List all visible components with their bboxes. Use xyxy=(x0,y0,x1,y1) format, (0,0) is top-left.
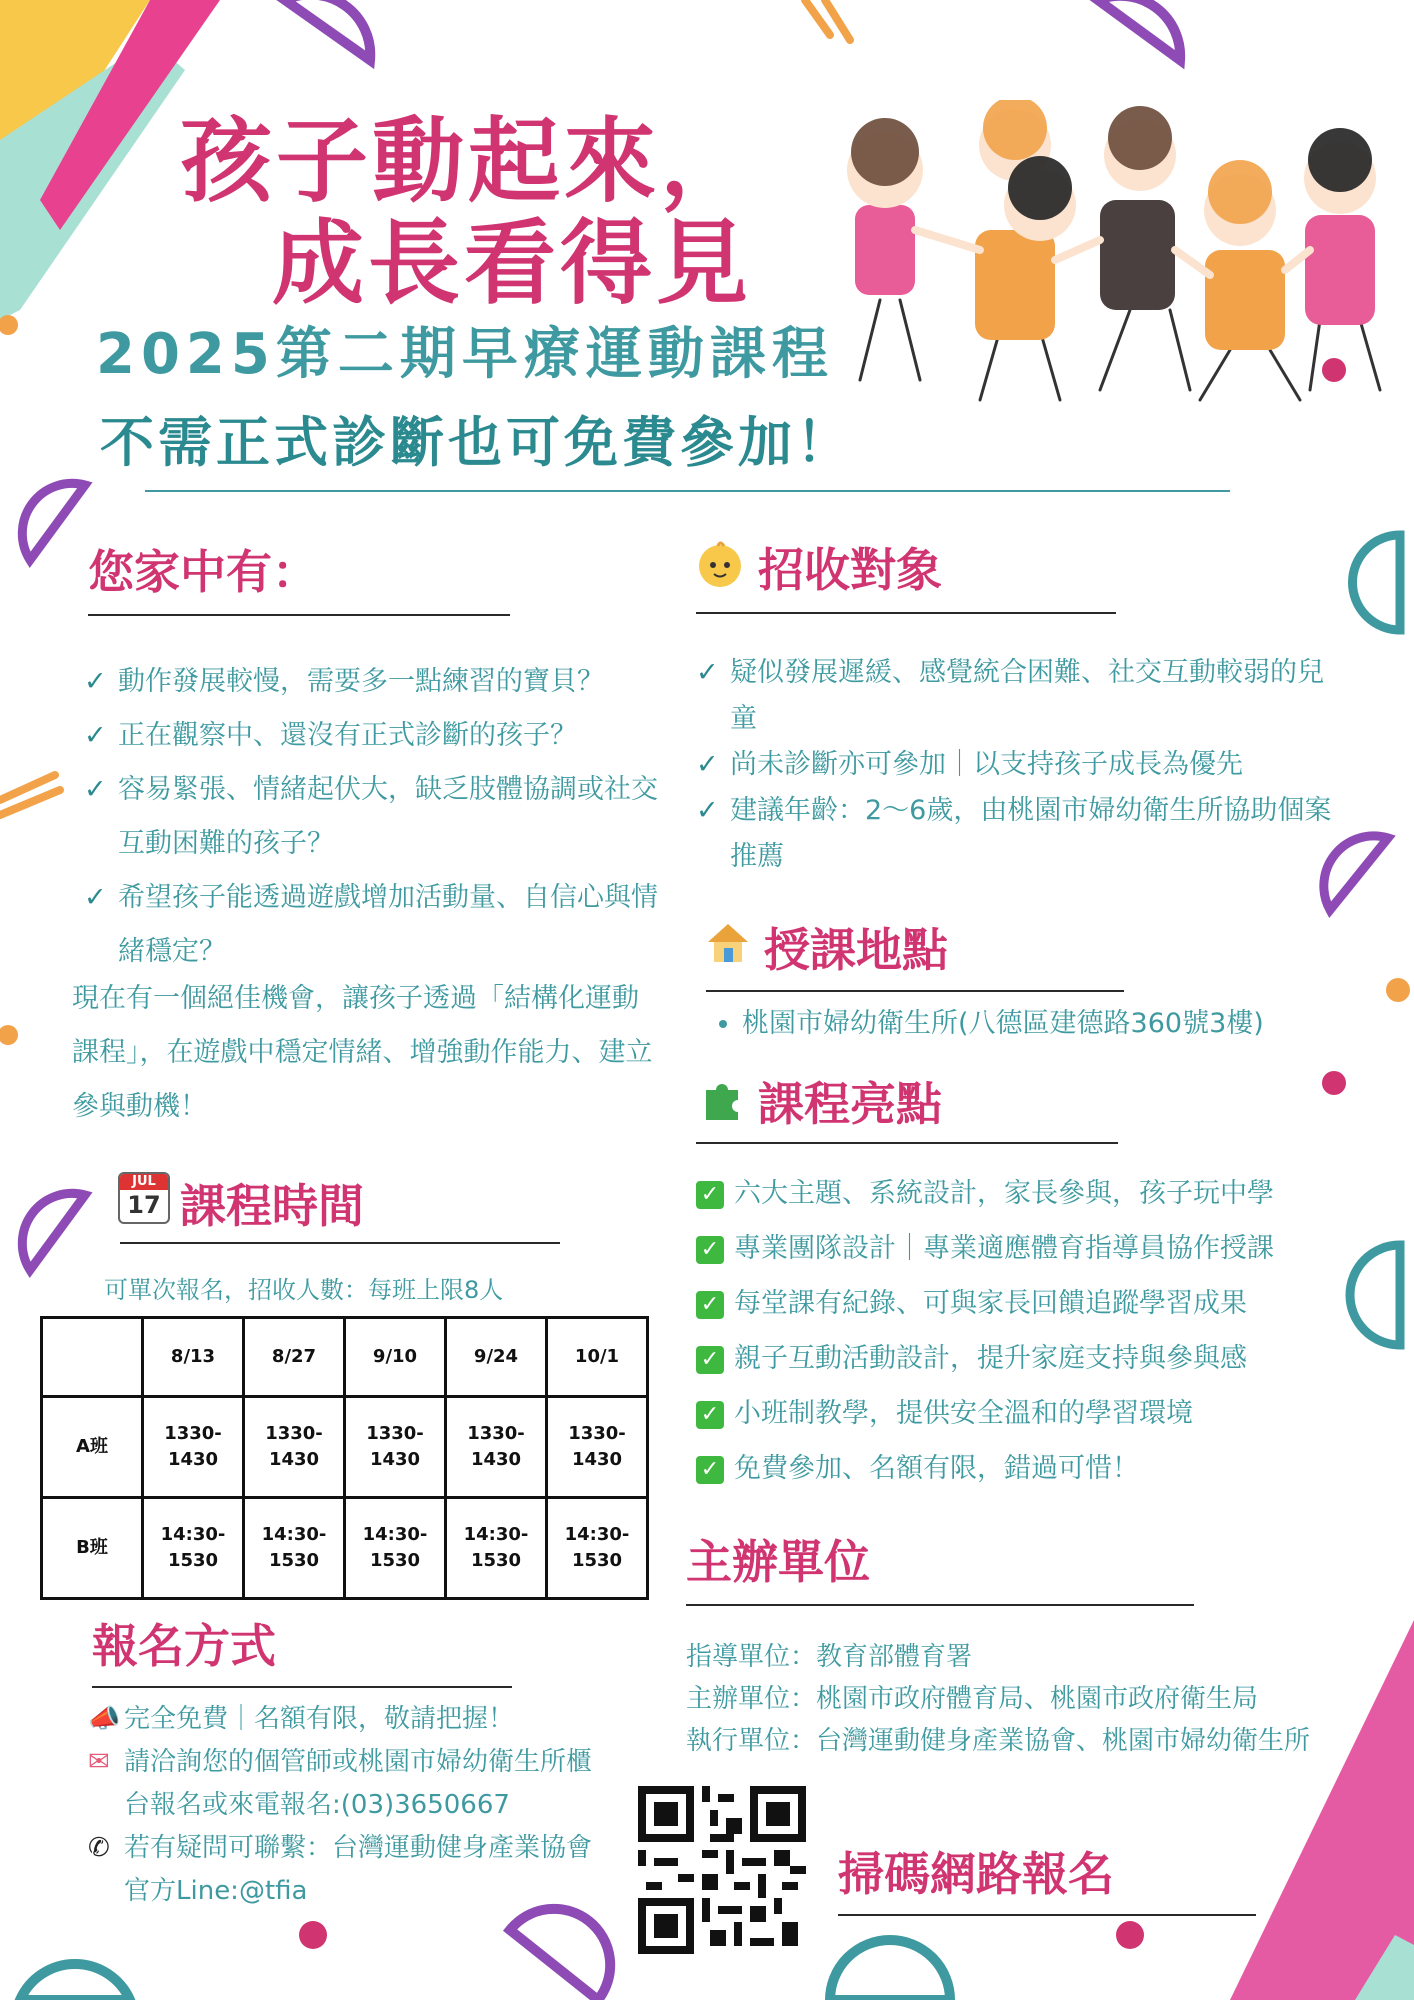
targets-heading: 招收對象 xyxy=(758,543,942,597)
location-list xyxy=(712,1000,1264,1048)
organizers-heading-underline xyxy=(686,1604,1194,1606)
list-item: ✉ 請洽詢您的個管師或桃園市婦幼衛生所櫃台報名或來電報名:(03)3650667 xyxy=(88,1741,608,1827)
check-icon: ✓ xyxy=(696,1291,724,1319)
list-item: ✓ 小班制教學，提供安全溫和的學習環境 xyxy=(696,1386,1396,1441)
list-item: • 桃園市婦幼衛生所(八德區建德路360號3樓) xyxy=(742,1000,1264,1048)
organizers-heading: 主辦單位 xyxy=(686,1535,870,1589)
table-header-cell: 8/27 xyxy=(244,1318,345,1397)
calendar-day: 17 xyxy=(127,1191,161,1219)
family-paragraph: 現在有一個絕佳機會，讓孩子透過「結構化運動課程」，在遊戲中穩定情緒、增強動作能力、建立參與動機！ xyxy=(72,983,653,1122)
table-cell: 14:30- 1530 xyxy=(244,1498,345,1599)
qr-label: 掃碼網路報名 xyxy=(838,1847,1114,1901)
register-heading-underline xyxy=(92,1686,512,1688)
highlights-list xyxy=(696,1166,1396,1496)
list-item: 📣 完全免費｜名額有限，敬請把握！ xyxy=(88,1698,608,1741)
table-row xyxy=(42,1498,648,1599)
list-item: ✓ 每堂課有紀錄、可與家長回饋追蹤學習成果 xyxy=(696,1276,1396,1331)
table-header-cell: 8/13 xyxy=(143,1318,244,1397)
table-cell: 1330- 1430 xyxy=(244,1397,345,1498)
calendar-icon xyxy=(118,1172,168,1222)
main-title-line2: 成長看得見 xyxy=(272,210,753,317)
subtitle-line2: 不需正式診斷也可免費參加！ xyxy=(100,411,854,474)
table-cell: 1330- 1430 xyxy=(547,1397,648,1498)
teal-halfcircle-shape xyxy=(20,1964,130,2000)
check-icon: ✓ xyxy=(696,1181,724,1209)
main-title-line1: 孩子動起來， xyxy=(180,108,757,215)
list-item: ✓ 尚未診斷亦可參加｜以支持孩子成長為優先 xyxy=(696,742,1346,788)
organizers-list xyxy=(686,1636,1316,1762)
check-icon: ✓ xyxy=(696,1401,724,1429)
check-icon: ✓ xyxy=(696,1456,724,1484)
schedule-table xyxy=(40,1316,649,1600)
family-heading-underline xyxy=(88,614,510,616)
house-icon xyxy=(706,920,750,968)
list-item: ✓ 希望孩子能透過遊戲增加活動量、自信心與情緒穩定？ xyxy=(84,871,664,979)
schedule-note: 可單次報名，招收人數：每班上限8人 xyxy=(104,1276,504,1304)
list-item: ✓ 親子互動活動設計，提升家庭支持與參與感 xyxy=(696,1331,1396,1386)
list-item: ✓ 動作發展較慢，需要多一點練習的寶貝？ xyxy=(84,655,664,709)
list-item: ✓ 容易緊張、情緒起伏大，缺乏肢體協調或社交互動困難的孩子？ xyxy=(84,763,664,871)
dot-shape xyxy=(0,315,18,335)
table-row xyxy=(42,1318,648,1397)
family-heading: 您家中有： xyxy=(88,545,318,599)
calendar-month: JUL xyxy=(120,1174,168,1190)
schedule-heading: 課程時間 xyxy=(180,1179,364,1233)
table-cell: 1330- 1430 xyxy=(446,1397,547,1498)
puzzle-icon xyxy=(698,1074,746,1126)
family-list xyxy=(84,655,664,979)
organizer-line: 執行單位：台灣運動健身產業協會、桃園市婦幼衛生所 xyxy=(686,1726,1311,1756)
check-icon: ✓ xyxy=(696,657,719,688)
table-corner-cell xyxy=(42,1318,143,1397)
phone-icon: ✆ xyxy=(88,1833,110,1863)
check-icon: ✓ xyxy=(84,774,107,805)
list-item: ✓ 免費參加、名額有限，錯過可惜！ xyxy=(696,1441,1396,1496)
table-cell: 1330- 1430 xyxy=(345,1397,446,1498)
check-icon: ✓ xyxy=(696,1346,724,1374)
list-item: ✓ 建議年齡：2〜6歲，由桃園市婦幼衛生所協助個案推薦 xyxy=(696,788,1346,880)
schedule-heading-underline xyxy=(120,1242,560,1244)
baby-icon xyxy=(696,540,744,592)
subtitle-line1: 2025第二期早療運動課程 xyxy=(96,322,834,387)
list-item: ✓ 六大主題、系統設計，家長參與，孩子玩中學 xyxy=(696,1166,1396,1221)
purple-halfcircle-shape xyxy=(285,0,370,60)
dot-shape xyxy=(1116,1921,1144,1949)
header-divider xyxy=(145,490,1230,492)
dot-shape xyxy=(1386,978,1410,1002)
dot-shape xyxy=(1322,1071,1346,1095)
purple-halfcircle-shape xyxy=(22,483,85,560)
purple-halfcircle-shape xyxy=(1098,0,1180,60)
table-cell: 14:30- 1530 xyxy=(547,1498,648,1599)
organizer-line: 指導單位：教育部體育署 xyxy=(686,1642,973,1672)
targets-heading-underline xyxy=(696,612,1116,614)
list-item: ✓ 正在觀察中、還沒有正式診斷的孩子？ xyxy=(84,709,664,763)
qr-label-underline xyxy=(838,1914,1256,1916)
table-cell: 1330- 1430 xyxy=(143,1397,244,1498)
teal-halfcircle-shape xyxy=(1353,535,1400,630)
highlights-heading: 課程亮點 xyxy=(758,1077,942,1131)
row-label-cell: B班 xyxy=(42,1498,143,1599)
row-label-cell: A班 xyxy=(42,1397,143,1498)
table-header-cell: 10/1 xyxy=(547,1318,648,1397)
list-item: ✓ 疑似發展遲緩、感覺統合困難、社交互動較弱的兒童 xyxy=(696,650,1346,742)
check-icon: ✓ xyxy=(696,1236,724,1264)
highlights-heading-underline xyxy=(696,1142,1118,1144)
table-header-cell: 9/24 xyxy=(446,1318,547,1397)
organizer-line: 主辦單位：桃園市政府體育局、桃園市政府衛生局 xyxy=(686,1684,1259,1714)
qr-code[interactable] xyxy=(638,1786,806,1954)
dot-shape xyxy=(0,1025,18,1045)
check-icon: ✓ xyxy=(696,749,719,780)
check-icon: ✓ xyxy=(84,666,107,697)
check-icon: ✓ xyxy=(84,882,107,913)
register-list xyxy=(88,1698,608,1913)
envelope-icon: ✉ xyxy=(88,1747,110,1777)
purple-halfcircle-shape xyxy=(22,1193,85,1270)
table-row xyxy=(42,1397,648,1498)
table-cell: 14:30- 1530 xyxy=(446,1498,547,1599)
list-item: ✆ 若有疑問可聯繫：台灣運動健身產業協會官方Line:@tfia xyxy=(88,1827,608,1913)
check-icon: ✓ xyxy=(696,795,719,826)
purple-halfcircle-shape xyxy=(510,1909,610,2000)
teal-halfcircle-shape xyxy=(830,1940,950,2000)
children-dancing-illustration xyxy=(800,100,1400,410)
dot-shape xyxy=(299,1921,327,1949)
location-heading-underline xyxy=(706,990,1124,992)
check-icon: ✓ xyxy=(84,720,107,751)
targets-list xyxy=(696,650,1346,880)
table-header-cell: 9/10 xyxy=(345,1318,446,1397)
register-heading: 報名方式 xyxy=(92,1619,276,1673)
location-heading: 授課地點 xyxy=(764,923,948,977)
table-cell: 14:30- 1530 xyxy=(143,1498,244,1599)
megaphone-icon: 📣 xyxy=(88,1704,121,1734)
list-item: ✓ 專業團隊設計｜專業適應體育指導員協作授課 xyxy=(696,1221,1396,1276)
table-cell: 14:30- 1530 xyxy=(345,1498,446,1599)
